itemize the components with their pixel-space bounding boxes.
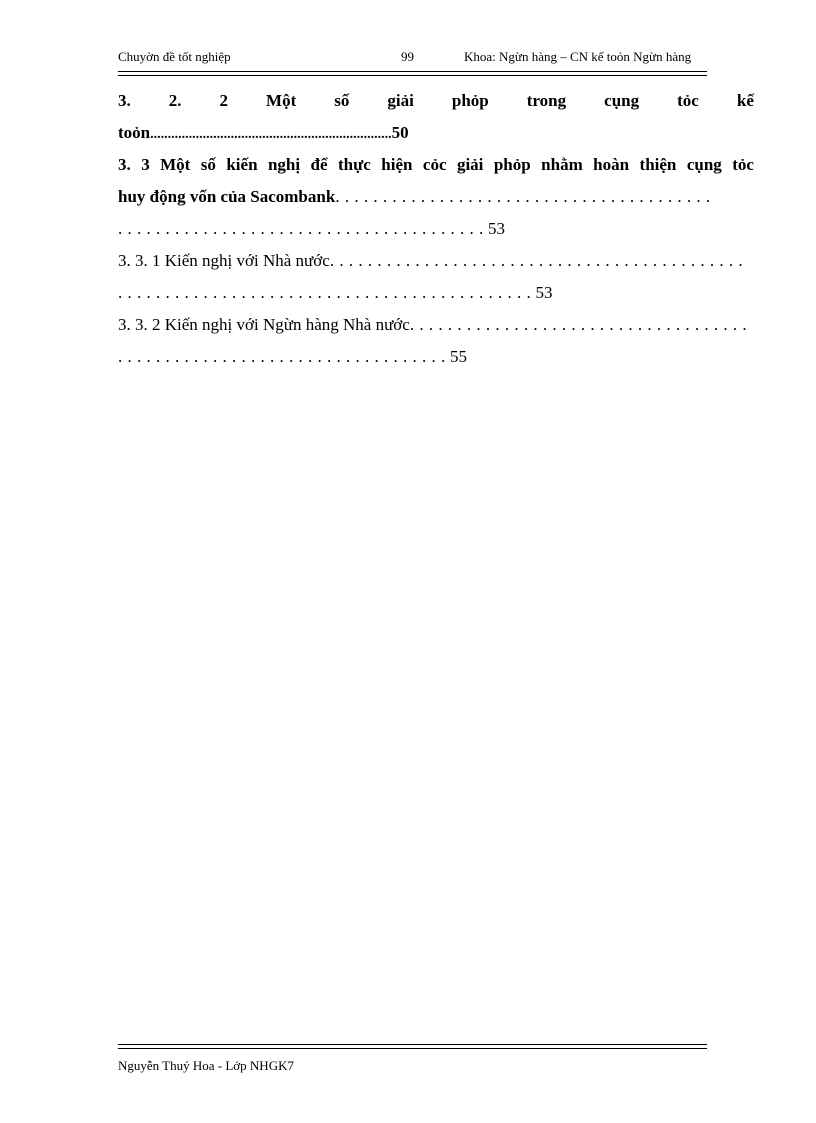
toc-leaders: . . . . . . . . . . . . . . . . . . . . . . . . . . . . . . . . . . . <box>118 347 446 366</box>
toc-word: phỏp <box>451 91 489 110</box>
toc-title-continuation: toỏn <box>118 123 151 142</box>
toc-leaders: . . . . . . . . . . . . . . . . . . . . . . . . . . . . . . . . . . . . . . . . . . . . <box>329 251 744 270</box>
toc-word: kế <box>736 91 754 110</box>
toc-word: hoàn <box>593 155 630 174</box>
toc-word: tỏc <box>677 91 699 110</box>
table-of-contents <box>118 85 754 373</box>
toc-word: nghị <box>267 155 301 174</box>
toc-word: 3. <box>118 155 131 174</box>
toc-word: 2 <box>219 91 229 110</box>
toc-word: hiện <box>381 155 413 174</box>
toc-entry-3-3-1-line-1 <box>118 245 754 277</box>
toc-word: 3 <box>141 155 150 174</box>
toc-leaders: . . . . . . . . . . . . . . . . . . . . . . . . . . . . . . . . . . . . <box>409 315 748 334</box>
toc-word: phỏp <box>493 155 531 174</box>
toc-page-number: 53 <box>535 283 553 302</box>
toc-title-continuation: huy động vốn của Sacombank <box>118 187 336 206</box>
header-double-rule <box>118 71 707 76</box>
toc-leaders: ..................................................................... <box>150 127 392 142</box>
toc-leaders: . . . . . . . . . . . . . . . . . . . . . . . . . . . . . . . . . . . . . . . . . . . . <box>118 283 532 302</box>
toc-word: số <box>334 91 350 110</box>
toc-word: cụng <box>686 155 722 174</box>
toc-entry-3-3-line-2 <box>118 181 754 213</box>
toc-word: số <box>200 155 216 174</box>
toc-word: Một <box>160 155 191 174</box>
page-header <box>118 49 738 67</box>
toc-word: thực <box>337 155 371 174</box>
toc-word: Một <box>266 91 297 110</box>
toc-word: tỏc <box>732 155 754 174</box>
footer-double-rule <box>118 1044 707 1049</box>
header-faculty: Khoa: Ngừn hàng – CN kế toỏn Ngừn hàng <box>464 49 692 64</box>
toc-word: kiến <box>226 155 258 174</box>
header-page-number: 99 <box>401 49 414 64</box>
toc-word: 3. <box>118 91 131 110</box>
toc-entry-3-3-1-line-2 <box>118 277 754 309</box>
toc-page-number: 55 <box>450 347 467 366</box>
toc-leaders: . . . . . . . . . . . . . . . . . . . . . . . . . . . . . . . . . . . . . . . <box>118 219 484 238</box>
toc-word: nhằm <box>541 155 583 174</box>
toc-word: thiện <box>639 155 677 174</box>
toc-word: trong <box>526 91 567 110</box>
toc-leaders: . . . . . . . . . . . . . . . . . . . . . . . . . . . . . . . . . . . . . . . . <box>335 187 711 206</box>
toc-title: 3. 3. 1 Kiến nghị với Nhà nước <box>118 251 330 270</box>
toc-word: 2. <box>168 91 182 110</box>
toc-page-number: 53 <box>488 219 505 238</box>
toc-entry-3-3-line-3 <box>118 213 754 245</box>
toc-entry-3-3-2-line-1 <box>118 309 754 341</box>
toc-entry-3-3-line-1 <box>118 149 754 181</box>
toc-word: để <box>310 155 328 174</box>
header-document-type: Chuyờn đề tốt nghiệp <box>118 49 231 64</box>
toc-entry-3-2-2-line-2 <box>118 117 754 149</box>
toc-entry-3-3-2-line-2 <box>118 341 754 373</box>
toc-word: cỏc <box>422 155 447 174</box>
toc-page-number: 50 <box>391 123 409 142</box>
toc-word: cụng <box>604 91 640 110</box>
toc-entry-3-2-2-line-1 <box>118 85 754 117</box>
page-footer-author: Nguyễn Thuý Hoa - Lớp NHGK7 <box>118 1058 294 1073</box>
toc-title: 3. 3. 2 Kiến nghị với Ngừn hàng Nhà nước <box>118 315 410 334</box>
toc-word: giải <box>387 91 414 110</box>
toc-word: giải <box>456 155 484 174</box>
